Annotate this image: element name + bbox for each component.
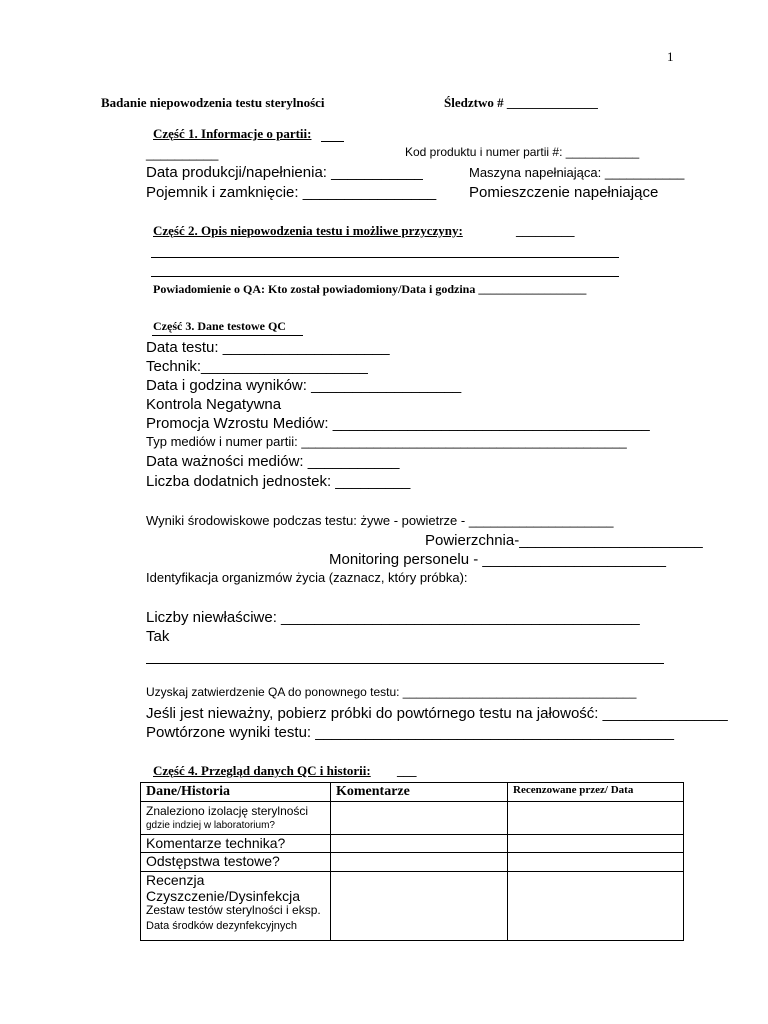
table-row	[141, 872, 684, 941]
reviewed-by-cell[interactable]	[508, 834, 684, 853]
part2-heading-blank: _________	[516, 223, 575, 238]
row-label-line: Zestaw testów sterylności i eksp.	[146, 903, 321, 918]
description-line	[151, 276, 619, 277]
table-cell-item: Komentarze technika?	[141, 834, 331, 853]
technician-field: Technik:____________________	[146, 358, 368, 375]
repeat-results-field: Powtórzone wyniki testu: ___________________________________________	[146, 724, 674, 741]
reviewed-by-cell[interactable]	[508, 801, 684, 834]
comments-cell[interactable]	[331, 834, 508, 853]
qa-approval-field: Uzyskaj zatwierdzenie QA do ponownego testu: ___________________________________	[146, 685, 637, 699]
surface-field: Powierzchnia-______________________	[425, 532, 703, 549]
row-label-line: gdzie indziej w laboratorium?	[146, 819, 275, 831]
product-code-field: Kod produktu i numer partii #: ___________	[405, 145, 640, 159]
growth-promotion-field: Promocja Wzrostu Mediów: ______________________________________	[146, 415, 650, 432]
part3-heading: Część 3. Dane testowe QC	[153, 319, 286, 333]
table-header-row	[141, 783, 684, 802]
table-row	[141, 834, 684, 853]
personnel-monitoring-field: Monitoring personelu - ______________________	[329, 551, 666, 568]
column-header-reviewed-by: Recenzowane przez/ Data	[508, 783, 684, 802]
production-date-field: Data produkcji/napełnienia: ___________	[146, 164, 423, 181]
document-title: Badanie niepowodzenia testu sterylności	[101, 95, 325, 110]
qc-history-review-table	[140, 782, 684, 941]
row-label-line: Znaleziono izolację sterylności	[146, 803, 309, 818]
yes-label: Tak	[146, 628, 170, 645]
environmental-results-field: Wyniki środowiskowe podczas testu: żywe - powietrze - ____________________	[146, 513, 614, 528]
row-label-line: Czyszczenie/Dysinfekcja	[146, 887, 301, 904]
reviewed-by-cell[interactable]	[508, 872, 684, 941]
part1-heading-rule	[321, 141, 344, 142]
container-field: Pojemnik i zamknięcie: ________________	[146, 184, 437, 201]
page-number: 1	[667, 49, 674, 64]
table-row	[141, 801, 684, 834]
media-expiry-field: Data ważności mediów: ___________	[146, 453, 400, 470]
table-row	[141, 853, 684, 872]
part1-blank-line: __________	[146, 146, 219, 161]
part3-heading-rule	[152, 335, 303, 336]
organism-identification-label: Identyfikacja organizmów życia (zaznacz, który próbka):	[146, 570, 468, 585]
investigation-number: Śledztwo # ______________	[444, 95, 598, 110]
part4-heading-blank: ___	[397, 763, 417, 778]
qa-notification-field: Powiadomienie o QA: Kto został powiadomiony/Data i godzina __________________	[153, 282, 587, 296]
column-header-comments: Komentarze	[331, 783, 508, 802]
reviewed-by-cell[interactable]	[508, 853, 684, 872]
description-line	[151, 257, 619, 258]
yes-answer-line	[146, 663, 664, 664]
retest-sampling-field: Jeśli jest nieważny, pobierz próbki do powtórnego testu na jałowość: _______________	[146, 705, 728, 722]
comments-cell[interactable]	[331, 872, 508, 941]
results-datetime-field: Data i godzina wyników: __________________	[146, 377, 462, 394]
column-header-data-history: Dane/Historia	[141, 783, 331, 802]
part1-heading: Część 1. Informacje o partii:	[153, 126, 312, 141]
table-cell-item	[141, 801, 331, 834]
invalid-counts-field: Liczby niewłaściwe: ___________________________________________	[146, 609, 640, 626]
row-label-line: Recenzja	[146, 872, 205, 889]
filling-room-field: Pomieszczenie napełniające	[469, 184, 659, 201]
comments-cell[interactable]	[331, 801, 508, 834]
table-cell-item	[141, 872, 331, 941]
filling-machine-field: Maszyna napełniająca: ___________	[469, 165, 685, 180]
positive-units-field: Liczba dodatnich jednostek: _________	[146, 473, 411, 490]
row-label-line: Data środków dezynfekcyjnych	[146, 919, 298, 932]
comments-cell[interactable]	[331, 853, 508, 872]
test-date-field: Data testu: ____________________	[146, 339, 390, 356]
media-type-field: Typ mediów i numer partii: _____________________________________________	[146, 434, 627, 449]
table-cell-item: Odstępstwa testowe?	[141, 853, 331, 872]
part2-heading: Część 2. Opis niepowodzenia testu i możliwe przyczyny:	[153, 223, 463, 238]
negative-control-label: Kontrola Negatywna	[146, 396, 282, 413]
part4-heading: Część 4. Przegląd danych QC i historii:	[153, 763, 371, 778]
